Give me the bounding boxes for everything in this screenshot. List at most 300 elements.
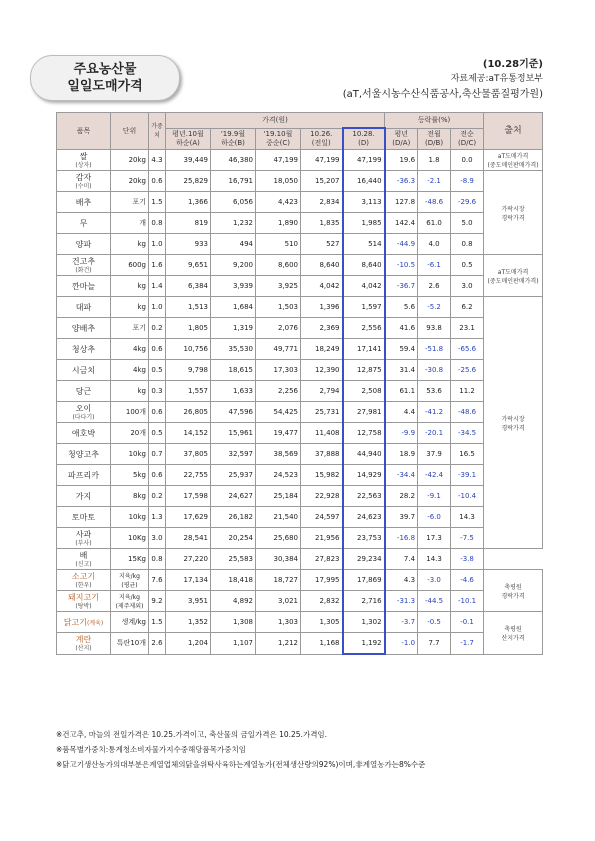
value-cell: 6.2 bbox=[451, 297, 484, 318]
item-weight: 0.5 bbox=[149, 423, 166, 444]
value-cell: 23.1 bbox=[451, 318, 484, 339]
item-weight: 1.3 bbox=[149, 507, 166, 528]
table-row bbox=[57, 444, 543, 465]
item-name: 토마토 bbox=[57, 507, 111, 528]
value-cell: 4,423 bbox=[256, 192, 301, 213]
value-cell: -36.3 bbox=[385, 171, 418, 192]
table-row bbox=[57, 402, 543, 423]
value-cell: 23,753 bbox=[343, 528, 385, 549]
value-cell: 14,152 bbox=[166, 423, 211, 444]
value-cell: 2,716 bbox=[343, 591, 385, 612]
value-cell: 2,369 bbox=[301, 318, 343, 339]
value-cell: 17,598 bbox=[166, 486, 211, 507]
value-cell: 2,076 bbox=[256, 318, 301, 339]
value-cell: 1,890 bbox=[256, 213, 301, 234]
header-source: 출처 bbox=[484, 113, 543, 150]
value-cell: 39.7 bbox=[385, 507, 418, 528]
item-name: 무 bbox=[57, 213, 111, 234]
item-name: 감자 (수미) bbox=[57, 171, 111, 192]
item-name: 배추 bbox=[57, 192, 111, 213]
item-name: 깐마늘 bbox=[57, 276, 111, 297]
item-unit: 10kg bbox=[111, 444, 149, 465]
item-name: 소고기 (한우) bbox=[57, 570, 111, 591]
item-name: 시금치 bbox=[57, 360, 111, 381]
value-cell: 4.4 bbox=[385, 402, 418, 423]
header-col-5: 평년 (D/A) bbox=[385, 128, 418, 150]
value-cell: 54,425 bbox=[256, 402, 301, 423]
value-cell: -39.1 bbox=[451, 465, 484, 486]
value-cell: 0.5 bbox=[451, 255, 484, 276]
item-weight: 0.8 bbox=[149, 213, 166, 234]
item-name: 대파 bbox=[57, 297, 111, 318]
value-cell: -4.6 bbox=[451, 570, 484, 591]
value-cell: 2.6 bbox=[418, 276, 451, 297]
value-cell: 0.0 bbox=[451, 150, 484, 171]
value-cell: 24,623 bbox=[343, 507, 385, 528]
value-cell: -10.4 bbox=[451, 486, 484, 507]
value-cell: 21,956 bbox=[301, 528, 343, 549]
item-unit: 20개 bbox=[111, 423, 149, 444]
value-cell: -10.1 bbox=[451, 591, 484, 612]
value-cell: 14.3 bbox=[451, 507, 484, 528]
value-cell: 25,731 bbox=[301, 402, 343, 423]
item-unit: kg bbox=[111, 381, 149, 402]
item-weight: 2.6 bbox=[149, 633, 166, 655]
value-cell: 20,254 bbox=[211, 528, 256, 549]
value-cell: 1,557 bbox=[166, 381, 211, 402]
value-cell: -44.5 bbox=[418, 591, 451, 612]
table-row bbox=[57, 549, 543, 570]
item-name: 돼지고기 (탕박) bbox=[57, 591, 111, 612]
value-cell: 14.3 bbox=[418, 549, 451, 570]
value-cell: -34.5 bbox=[451, 423, 484, 444]
value-cell: 1.8 bbox=[418, 150, 451, 171]
table-row bbox=[57, 318, 543, 339]
value-cell: 31.4 bbox=[385, 360, 418, 381]
value-cell: 8,600 bbox=[256, 255, 301, 276]
data-source-detail: (aT,서울시농수산식품공사,축산물품질평가원) bbox=[342, 89, 543, 100]
title-box bbox=[30, 55, 180, 101]
table-row bbox=[57, 213, 543, 234]
table-row bbox=[57, 633, 543, 655]
item-weight: 0.7 bbox=[149, 444, 166, 465]
value-cell: 32,597 bbox=[211, 444, 256, 465]
value-cell: 9,798 bbox=[166, 360, 211, 381]
item-unit: 지육/kg (평균) bbox=[111, 570, 149, 591]
item-unit: 지육/kg (제주제외) bbox=[111, 591, 149, 612]
value-cell: 4,042 bbox=[343, 276, 385, 297]
item-unit: 개 bbox=[111, 213, 149, 234]
value-cell: 17,995 bbox=[301, 570, 343, 591]
item-weight: 0.6 bbox=[149, 171, 166, 192]
value-cell: -8.9 bbox=[451, 171, 484, 192]
value-cell: 1,308 bbox=[211, 612, 256, 633]
value-cell: -30.8 bbox=[418, 360, 451, 381]
value-cell: 38,569 bbox=[256, 444, 301, 465]
value-cell: 37.9 bbox=[418, 444, 451, 465]
item-unit: 5kg bbox=[111, 465, 149, 486]
value-cell: 25,829 bbox=[166, 171, 211, 192]
header-price-group: 가격(원) bbox=[166, 113, 385, 129]
item-unit: 생계/kg bbox=[111, 612, 149, 633]
value-cell: 18,615 bbox=[211, 360, 256, 381]
item-weight: 7.6 bbox=[149, 570, 166, 591]
item-sub: (계육) bbox=[86, 619, 104, 627]
value-cell: 3.0 bbox=[451, 276, 484, 297]
item-name: 사과 (부사) bbox=[57, 528, 111, 549]
item-weight: 4.3 bbox=[149, 150, 166, 171]
header-col-1: '19.9월 하순(B) bbox=[211, 128, 256, 150]
item-unit: 8kg bbox=[111, 486, 149, 507]
value-cell: 6,056 bbox=[211, 192, 256, 213]
data-source: 자료제공:aT유통정보부 bbox=[450, 74, 543, 84]
footnote-3: ※닭고기생산농가의대부분은계열업체의닭을위탁사육하는계열농가(전체생산량의92%)이며,非계열농가는8%수준 bbox=[56, 760, 426, 769]
table-row bbox=[57, 276, 543, 297]
value-cell: 15,961 bbox=[211, 423, 256, 444]
value-cell: -0.1 bbox=[451, 612, 484, 633]
value-cell: 3,951 bbox=[166, 591, 211, 612]
value-cell: 4,892 bbox=[211, 591, 256, 612]
value-cell: 17,869 bbox=[343, 570, 385, 591]
item-name: 가지 bbox=[57, 486, 111, 507]
value-cell: 127.8 bbox=[385, 192, 418, 213]
value-cell: 44,940 bbox=[343, 444, 385, 465]
value-cell: 37,888 bbox=[301, 444, 343, 465]
value-cell: 22,563 bbox=[343, 486, 385, 507]
value-cell: -3.7 bbox=[385, 612, 418, 633]
item-name: 당근 bbox=[57, 381, 111, 402]
value-cell: 3,939 bbox=[211, 276, 256, 297]
value-cell: 16,440 bbox=[343, 171, 385, 192]
value-cell: 7.7 bbox=[418, 633, 451, 655]
value-cell: 19.6 bbox=[385, 150, 418, 171]
item-unit: 포기 bbox=[111, 192, 149, 213]
value-cell: -65.6 bbox=[451, 339, 484, 360]
item-weight: 1.4 bbox=[149, 276, 166, 297]
value-cell: -6.0 bbox=[418, 507, 451, 528]
header-weight: 가중치 bbox=[149, 113, 166, 150]
table-row bbox=[57, 423, 543, 444]
value-cell: 25,680 bbox=[256, 528, 301, 549]
value-cell: 93.8 bbox=[418, 318, 451, 339]
item-sub: (상자) bbox=[75, 162, 92, 169]
item-weight: 1.0 bbox=[149, 297, 166, 318]
item-name: 청양고추 bbox=[57, 444, 111, 465]
value-cell: 1,107 bbox=[211, 633, 256, 655]
table-row bbox=[57, 339, 543, 360]
value-cell: -10.5 bbox=[385, 255, 418, 276]
value-cell: 47,199 bbox=[343, 150, 385, 171]
value-cell: -9.1 bbox=[418, 486, 451, 507]
value-cell: 12,758 bbox=[343, 423, 385, 444]
value-cell: 933 bbox=[166, 234, 211, 255]
value-cell: 17,134 bbox=[166, 570, 211, 591]
item-name: 배 (신고) bbox=[57, 549, 111, 570]
value-cell: 7.4 bbox=[385, 549, 418, 570]
table-row bbox=[57, 297, 543, 318]
value-cell: 2,508 bbox=[343, 381, 385, 402]
value-cell: -6.1 bbox=[418, 255, 451, 276]
value-cell: -1.7 bbox=[451, 633, 484, 655]
item-sub: (탕박) bbox=[75, 603, 92, 610]
value-cell: 47,596 bbox=[211, 402, 256, 423]
value-cell: 1,503 bbox=[256, 297, 301, 318]
item-unit: kg bbox=[111, 276, 149, 297]
value-cell: 12,875 bbox=[343, 360, 385, 381]
value-cell: 1,303 bbox=[256, 612, 301, 633]
item-unit: 10Kg bbox=[111, 528, 149, 549]
item-sub: (산지) bbox=[75, 645, 92, 653]
value-cell: 49,771 bbox=[256, 339, 301, 360]
footnotes bbox=[56, 727, 425, 772]
header-item: 품목 bbox=[57, 113, 111, 150]
value-cell: 1,305 bbox=[301, 612, 343, 633]
value-cell: 24,627 bbox=[211, 486, 256, 507]
value-cell: 1,684 bbox=[211, 297, 256, 318]
value-cell: -1.0 bbox=[385, 633, 418, 655]
value-cell: 22,928 bbox=[301, 486, 343, 507]
item-name: 건고추 (화건) bbox=[57, 255, 111, 276]
price-table bbox=[56, 112, 543, 655]
value-cell: -31.3 bbox=[385, 591, 418, 612]
value-cell: 47,199 bbox=[256, 150, 301, 171]
item-name: 닭고기(계육) bbox=[57, 612, 111, 633]
value-cell: 26,182 bbox=[211, 507, 256, 528]
value-cell: -42.4 bbox=[418, 465, 451, 486]
value-cell: -0.5 bbox=[418, 612, 451, 633]
item-sub: (다다기) bbox=[72, 414, 95, 421]
table-row bbox=[57, 528, 543, 549]
value-cell: 17.3 bbox=[418, 528, 451, 549]
header-col-6: 전월 (D/B) bbox=[418, 128, 451, 150]
value-cell: 3,021 bbox=[256, 591, 301, 612]
item-weight: 1.0 bbox=[149, 234, 166, 255]
value-cell: 19,477 bbox=[256, 423, 301, 444]
value-cell: 15,982 bbox=[301, 465, 343, 486]
item-unit: 4kg bbox=[111, 360, 149, 381]
value-cell: 35,530 bbox=[211, 339, 256, 360]
item-weight: 0.6 bbox=[149, 402, 166, 423]
value-cell: 4.3 bbox=[385, 570, 418, 591]
header-col-3: 10.26. (전일) bbox=[301, 128, 343, 150]
value-cell: 17,629 bbox=[166, 507, 211, 528]
item-sub: (한우) bbox=[75, 582, 92, 589]
item-unit: 20kg bbox=[111, 171, 149, 192]
value-cell: -20.1 bbox=[418, 423, 451, 444]
item-unit: 10kg bbox=[111, 507, 149, 528]
value-cell: 46,380 bbox=[211, 150, 256, 171]
source-cell: 축평원 산지가격 bbox=[484, 612, 543, 655]
value-cell: 18,727 bbox=[256, 570, 301, 591]
item-unit: 100개 bbox=[111, 402, 149, 423]
item-name: 양배추 bbox=[57, 318, 111, 339]
value-cell: 14,929 bbox=[343, 465, 385, 486]
value-cell: 29,234 bbox=[343, 549, 385, 570]
value-cell: 25,937 bbox=[211, 465, 256, 486]
table-row bbox=[57, 192, 543, 213]
item-weight: 0.2 bbox=[149, 318, 166, 339]
value-cell: 8,640 bbox=[301, 255, 343, 276]
header-col-0: 평년.10월 하순(A) bbox=[166, 128, 211, 150]
item-unit: 20kg bbox=[111, 150, 149, 171]
item-unit: 600g bbox=[111, 255, 149, 276]
value-cell: 47,199 bbox=[301, 150, 343, 171]
value-cell: 17,303 bbox=[256, 360, 301, 381]
value-cell: 9,651 bbox=[166, 255, 211, 276]
value-cell: 28,541 bbox=[166, 528, 211, 549]
table-row bbox=[57, 465, 543, 486]
value-cell: 2,256 bbox=[256, 381, 301, 402]
value-cell: 1,396 bbox=[301, 297, 343, 318]
header-unit: 단위 bbox=[111, 113, 149, 150]
value-cell: 22,755 bbox=[166, 465, 211, 486]
value-cell: 494 bbox=[211, 234, 256, 255]
item-name: 오이 (다다기) bbox=[57, 402, 111, 423]
value-cell: -25.6 bbox=[451, 360, 484, 381]
source-cell: aT도매가격 (중도매인판매가격) bbox=[484, 255, 543, 297]
value-cell: 2,794 bbox=[301, 381, 343, 402]
value-cell: 2,834 bbox=[301, 192, 343, 213]
value-cell: 10,756 bbox=[166, 339, 211, 360]
value-cell: 18.9 bbox=[385, 444, 418, 465]
value-cell: 61.1 bbox=[385, 381, 418, 402]
item-weight: 1.5 bbox=[149, 612, 166, 633]
value-cell: 1,232 bbox=[211, 213, 256, 234]
value-cell: 41.6 bbox=[385, 318, 418, 339]
value-cell: 61.0 bbox=[418, 213, 451, 234]
item-unit: 15Kg bbox=[111, 549, 149, 570]
value-cell: 4,042 bbox=[301, 276, 343, 297]
table-row bbox=[57, 360, 543, 381]
header-col-4: 10.28. (D) bbox=[343, 128, 385, 150]
value-cell: -41.2 bbox=[418, 402, 451, 423]
value-cell: 1,633 bbox=[211, 381, 256, 402]
item-sub: (신고) bbox=[75, 561, 92, 568]
item-unit: 4kg bbox=[111, 339, 149, 360]
item-weight: 1.6 bbox=[149, 255, 166, 276]
value-cell: 15,207 bbox=[301, 171, 343, 192]
value-cell: 27,823 bbox=[301, 549, 343, 570]
item-name: 쌀 (상자) bbox=[57, 150, 111, 171]
value-cell: 17,141 bbox=[343, 339, 385, 360]
value-cell: 3,113 bbox=[343, 192, 385, 213]
item-sub: (부사) bbox=[75, 540, 92, 547]
value-cell: 24,597 bbox=[301, 507, 343, 528]
value-cell: 1,192 bbox=[343, 633, 385, 655]
value-cell: -3.8 bbox=[451, 549, 484, 570]
item-weight: 0.6 bbox=[149, 465, 166, 486]
item-unit: kg bbox=[111, 234, 149, 255]
header-change-group: 등락률(%) bbox=[385, 113, 484, 129]
base-date: (10.28기준) bbox=[482, 59, 543, 70]
value-cell: 2,832 bbox=[301, 591, 343, 612]
value-cell: 18,418 bbox=[211, 570, 256, 591]
value-cell: 3,925 bbox=[256, 276, 301, 297]
value-cell: 4.0 bbox=[418, 234, 451, 255]
item-unit: 특란10개 bbox=[111, 633, 149, 655]
item-weight: 3.0 bbox=[149, 528, 166, 549]
value-cell: 510 bbox=[256, 234, 301, 255]
value-cell: 21,540 bbox=[256, 507, 301, 528]
value-cell: -48.6 bbox=[418, 192, 451, 213]
value-cell: 27,220 bbox=[166, 549, 211, 570]
value-cell: 6,384 bbox=[166, 276, 211, 297]
value-cell: 25,583 bbox=[211, 549, 256, 570]
value-cell: 39,449 bbox=[166, 150, 211, 171]
item-weight: 9.2 bbox=[149, 591, 166, 612]
value-cell: 9,200 bbox=[211, 255, 256, 276]
item-unit: kg bbox=[111, 297, 149, 318]
value-cell: 1,597 bbox=[343, 297, 385, 318]
value-cell: 8,640 bbox=[343, 255, 385, 276]
source-cell: aT도매가격 (중도매인판매가격) bbox=[484, 150, 543, 171]
value-cell: -51.8 bbox=[418, 339, 451, 360]
item-name: 파프리카 bbox=[57, 465, 111, 486]
value-cell: 1,204 bbox=[166, 633, 211, 655]
value-cell: 5.6 bbox=[385, 297, 418, 318]
value-cell: 1,319 bbox=[211, 318, 256, 339]
item-weight: 0.2 bbox=[149, 486, 166, 507]
value-cell: 1,985 bbox=[343, 213, 385, 234]
value-cell: -36.7 bbox=[385, 276, 418, 297]
item-weight: 1.5 bbox=[149, 192, 166, 213]
value-cell: 27,981 bbox=[343, 402, 385, 423]
value-cell: 1,835 bbox=[301, 213, 343, 234]
value-cell: 26,805 bbox=[166, 402, 211, 423]
title-line2: 일일도매가격 bbox=[67, 79, 143, 94]
value-cell: 59.4 bbox=[385, 339, 418, 360]
value-cell: 25,184 bbox=[256, 486, 301, 507]
value-cell: 1,805 bbox=[166, 318, 211, 339]
table-row bbox=[57, 591, 543, 612]
value-cell: -44.9 bbox=[385, 234, 418, 255]
value-cell: -34.4 bbox=[385, 465, 418, 486]
value-cell: -3.0 bbox=[418, 570, 451, 591]
value-cell: 24,523 bbox=[256, 465, 301, 486]
item-sub: (수미) bbox=[75, 183, 92, 190]
header-col-7: 전순 (D/C) bbox=[451, 128, 484, 150]
table-row bbox=[57, 570, 543, 591]
source-cell: 가락시장 경락가격 bbox=[484, 297, 543, 549]
value-cell: -5.2 bbox=[418, 297, 451, 318]
value-cell: 514 bbox=[343, 234, 385, 255]
table-row bbox=[57, 171, 543, 192]
item-name: 계란 (산지) bbox=[57, 633, 111, 655]
value-cell: -48.6 bbox=[451, 402, 484, 423]
value-cell: -2.1 bbox=[418, 171, 451, 192]
footnote-1: ※건고추, 마늘의 전일가격은 10.25.가격이고, 축산물의 금일가격은 10.25.가격임. bbox=[56, 730, 328, 739]
value-cell: 16.5 bbox=[451, 444, 484, 465]
value-cell: -9.9 bbox=[385, 423, 418, 444]
item-unit: 포기 bbox=[111, 318, 149, 339]
source-cell: 축평원 경락가격 bbox=[484, 570, 543, 612]
value-cell: 37,805 bbox=[166, 444, 211, 465]
item-weight: 0.3 bbox=[149, 381, 166, 402]
item-weight: 0.6 bbox=[149, 339, 166, 360]
item-name: 양파 bbox=[57, 234, 111, 255]
value-cell: -16.8 bbox=[385, 528, 418, 549]
value-cell: 1,168 bbox=[301, 633, 343, 655]
title-line1: 주요농산물 bbox=[73, 62, 137, 77]
source-cell: 가락시장 경락가격 bbox=[484, 171, 543, 255]
value-cell: 16,791 bbox=[211, 171, 256, 192]
value-cell: 0.8 bbox=[451, 234, 484, 255]
value-cell: 1,513 bbox=[166, 297, 211, 318]
value-cell: 18,249 bbox=[301, 339, 343, 360]
item-weight: 0.8 bbox=[149, 549, 166, 570]
value-cell: 30,384 bbox=[256, 549, 301, 570]
header-col-2: '19.10월 중순(C) bbox=[256, 128, 301, 150]
